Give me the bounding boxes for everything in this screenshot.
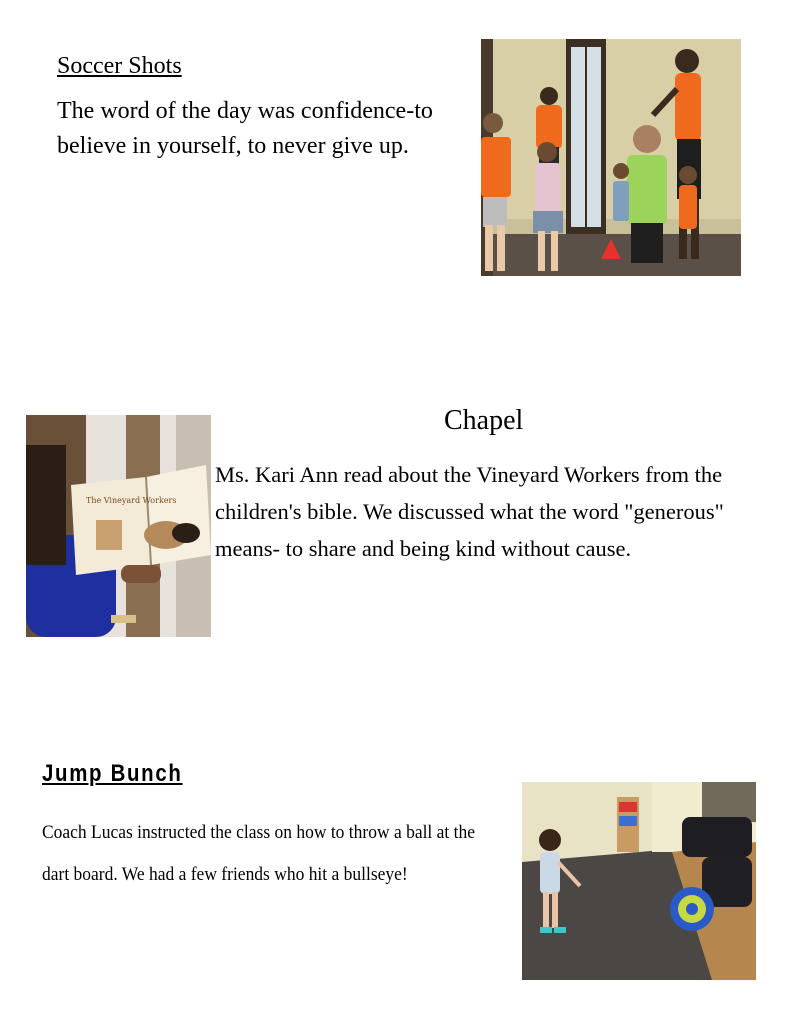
jump-bunch-photo bbox=[522, 782, 756, 980]
soccer-shots-text: The word of the day was confidence-to believe in yourself, to never give up. bbox=[57, 98, 433, 159]
chapel-photo bbox=[26, 415, 211, 637]
jump-bunch-heading: Jump Bunch bbox=[42, 760, 183, 787]
jump-bunch-text: Coach Lucas instructed the class on how to throw a ball at the dart board. We had a few friends who hit a bullseye! bbox=[42, 822, 476, 885]
book-title-text: The Vineyard Workers bbox=[86, 496, 177, 505]
soccer-shots-heading: Soccer Shots bbox=[57, 53, 182, 79]
chapel-text: Ms. Kari Ann read about the Vineyard Workers from the children's bible. We discussed what the word "generous" means- to share and being kind without cause. bbox=[215, 462, 724, 561]
chapel-heading: Chapel bbox=[444, 405, 524, 436]
soccer-shots-photo bbox=[481, 39, 741, 276]
